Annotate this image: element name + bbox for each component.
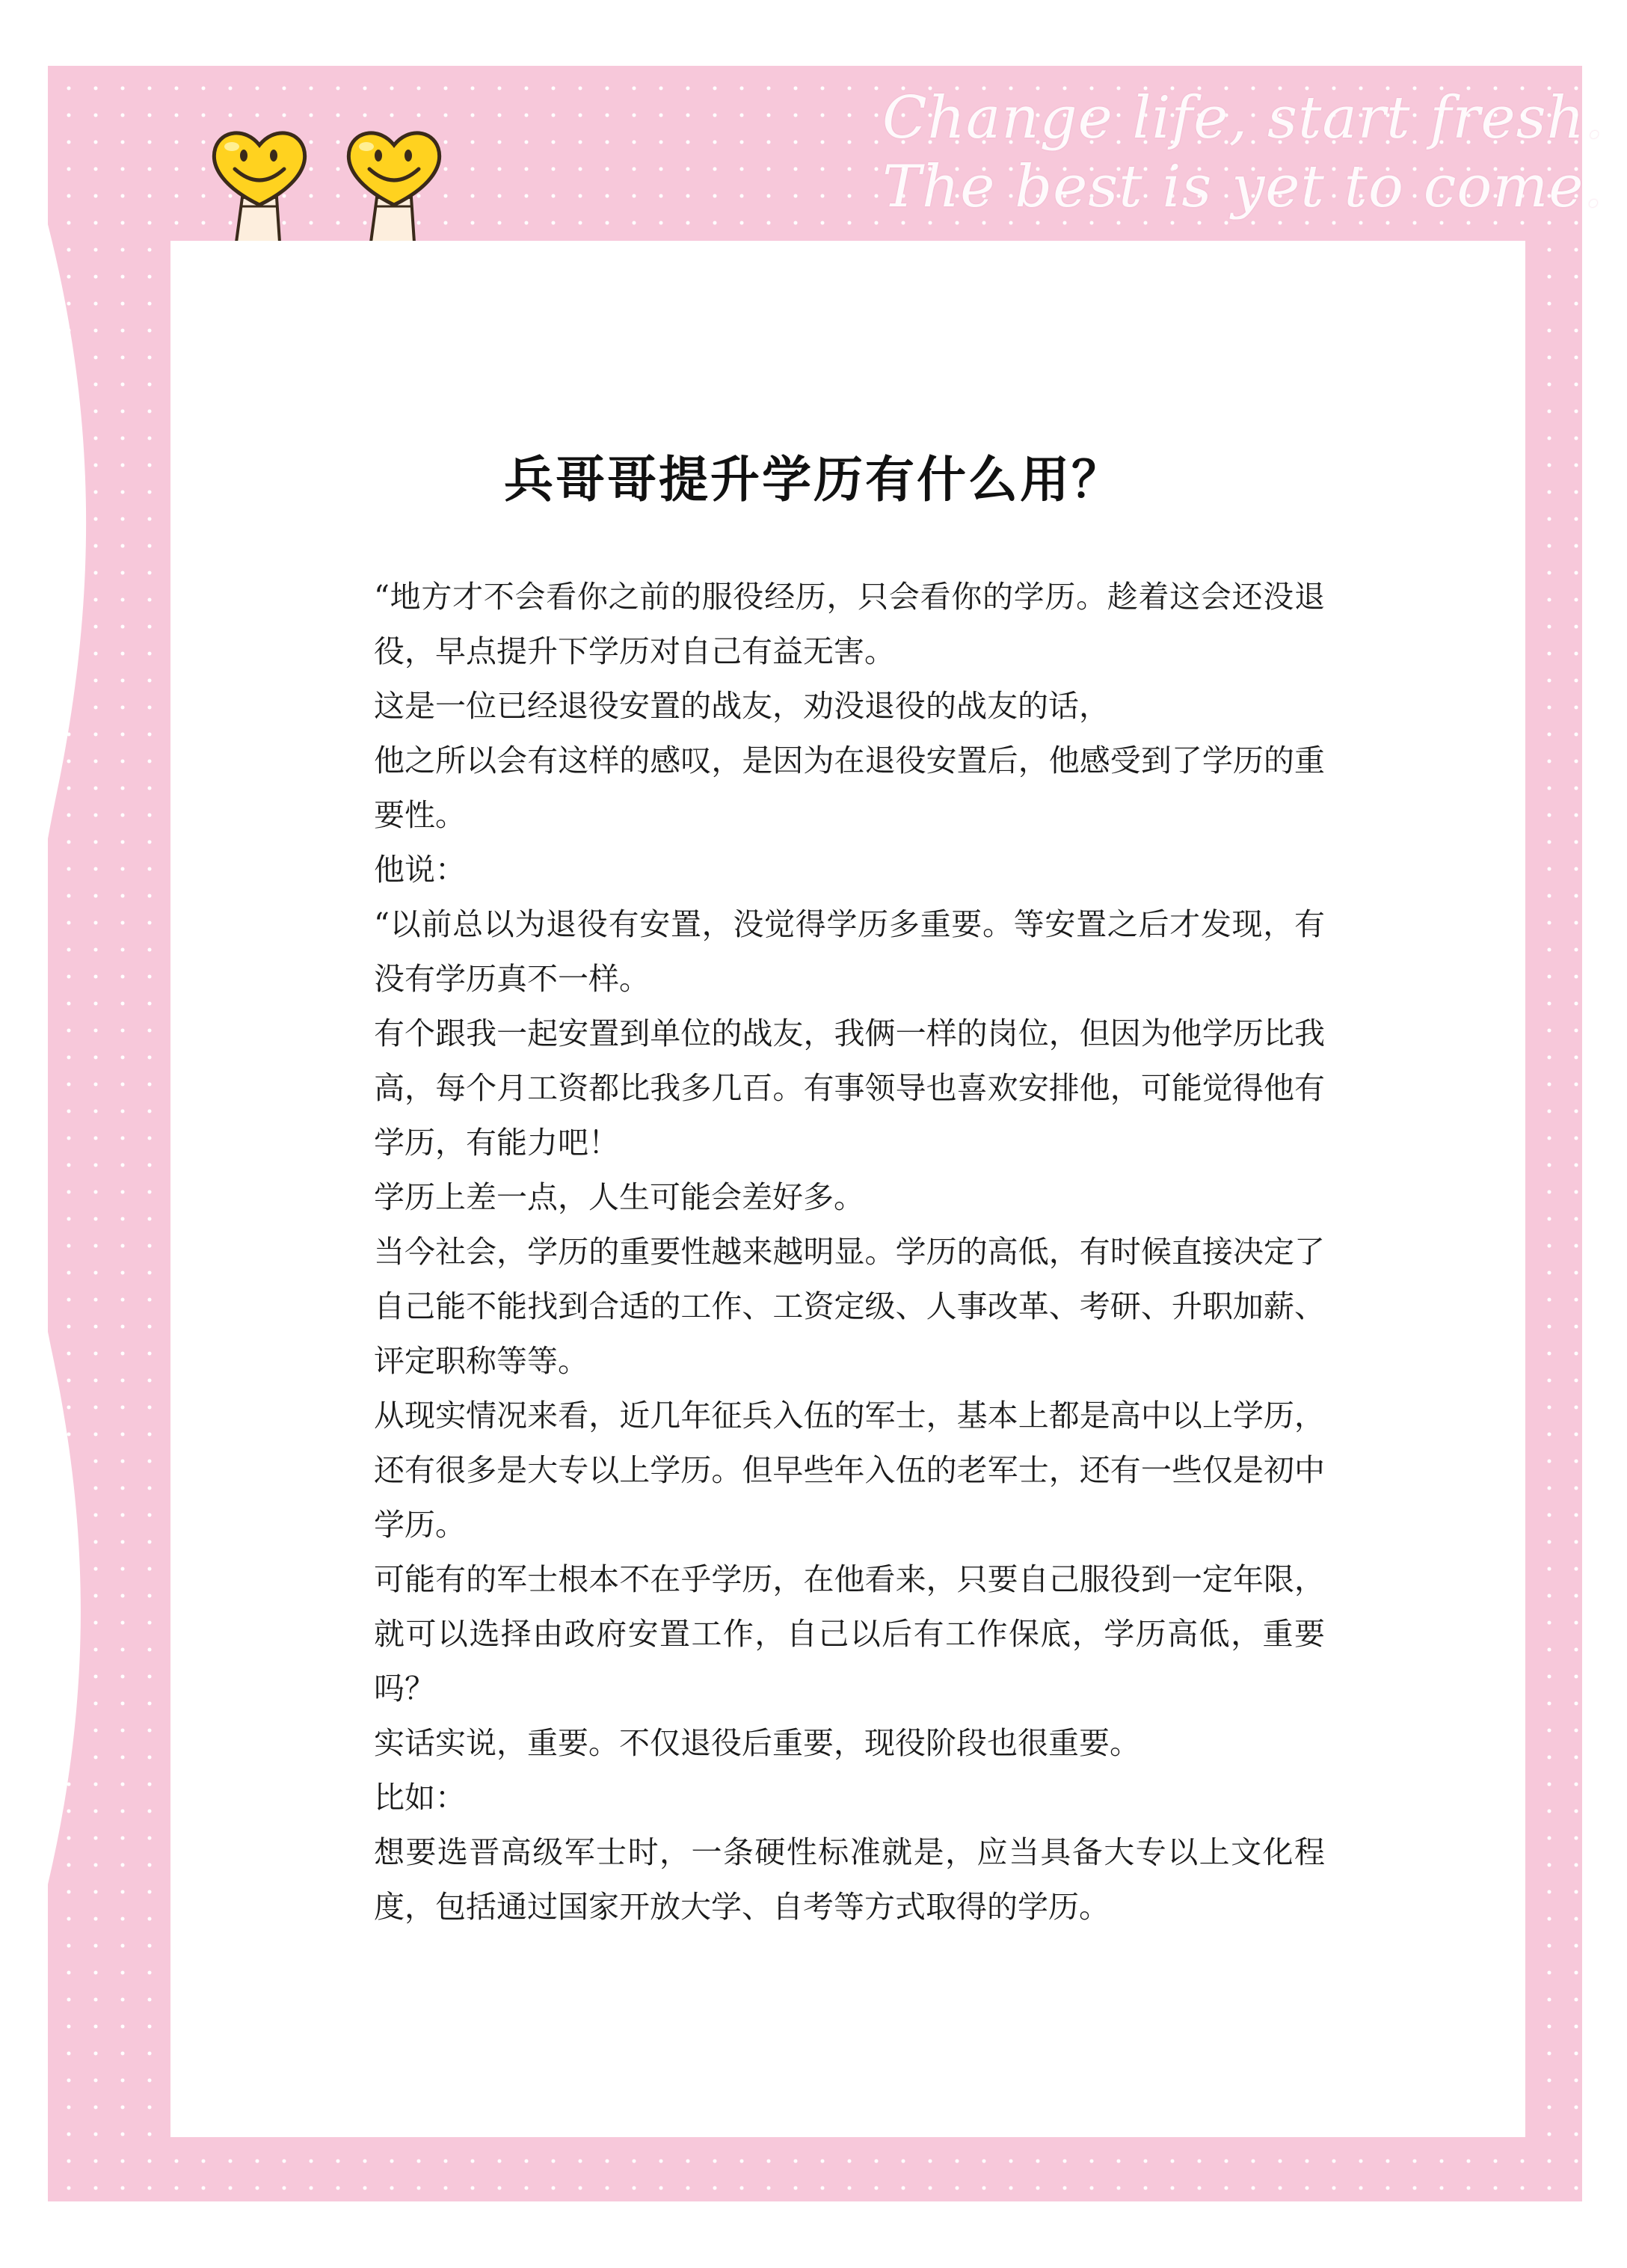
paragraph: 从现实情况来看，近几年征兵入伍的军士，基本上都是高中以上学历，还有很多是大专以上学历。但早些年入伍的老军士，还有一些仅是初中学历。 [374, 1398, 1325, 1543]
smiley-heart-icon [196, 117, 323, 244]
smiley-heart-icon [330, 117, 458, 244]
paragraph: 比如： [374, 1780, 466, 1816]
paragraph: 这是一位已经退役安置的战友，劝没退役的战友的话， [374, 688, 1110, 724]
paragraph: 可能有的军士根本不在乎学历，在他看来，只要自己服役到一定年限，就可以选择由政府安置工作，自己以后有工作保底，学历高低，重要吗？ [374, 1561, 1325, 1706]
paragraph: 学历上差一点，人生可能会差好多。 [374, 1179, 864, 1215]
paragraph: “地方才不会看你之前的服役经历，只会看你的学历。趁着这会还没退役，早点提升下学历对自己有益无害。 [374, 579, 1325, 669]
paragraph: 有个跟我一起安置到单位的战友，我俩一样的岗位，但因为他学历比我高，每个月工资都比我多几百。有事领导也喜欢安排他，可能觉得他有学历，有能力吧！ [374, 1015, 1325, 1161]
paragraph: “以前总以为退役有安置，没觉得学历多重要。等安置之后才发现，有没有学历真不一样。 [374, 906, 1325, 997]
paragraph: 他之所以会有这样的感叹，是因为在退役安置后，他感受到了学历的重要性。 [374, 743, 1325, 833]
paragraph: 他说： [374, 852, 466, 888]
slogan [882, 84, 1605, 221]
slogan-line-1: Change life, start fresh. [882, 84, 1605, 152]
page-title: 兵哥哥提升学历有什么用？ [504, 450, 1123, 508]
paragraph: 想要选晋高级军士时，一条硬性标准就是，应当具备大专以上文化程度，包括通过国家开放大学、自考等方式取得的学历。 [374, 1834, 1325, 1925]
article-body [374, 570, 1325, 1934]
paragraph: 实话实说，重要。不仅退役后重要，现役阶段也很重要。 [374, 1725, 1140, 1761]
wavy-margin [0, 0, 90, 2268]
paragraph: 当今社会，学历的重要性越来越明显。学历的高低，有时候直接决定了自己能不能找到合适的工作、工资定级、人事改革、考研、升职加薪、评定职称等等。 [374, 1234, 1325, 1379]
slogan-line-2: The best is yet to come. [882, 153, 1604, 221]
